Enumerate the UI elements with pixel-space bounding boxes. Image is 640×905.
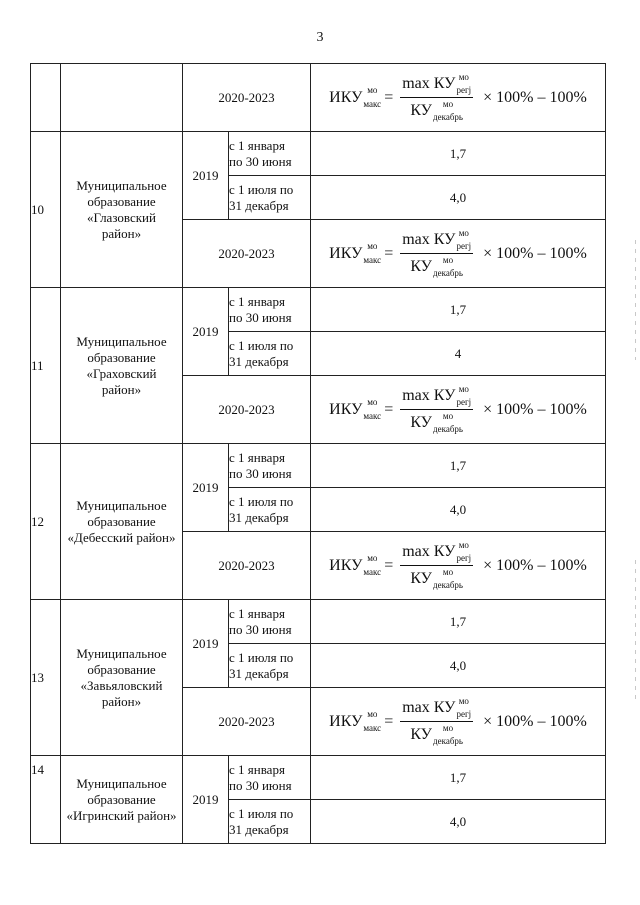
- row-number: 11: [31, 288, 61, 444]
- municipality-line: «Дебесский район»: [67, 529, 176, 545]
- municipality-line: Муниципальное: [76, 177, 167, 193]
- period-line: с 1 июля по: [229, 337, 294, 353]
- municipality-cell: [61, 132, 183, 288]
- formula-denominator: [408, 410, 465, 434]
- formula-lhs-sub: макс: [363, 99, 382, 109]
- municipality-cell: [61, 756, 183, 844]
- row-number: 13: [31, 600, 61, 756]
- formula-den-sub: декабрь: [433, 580, 464, 590]
- period-cell: [229, 288, 311, 332]
- formula-lhs-main: ИКУ: [329, 556, 363, 574]
- municipality-line: образование: [87, 513, 156, 529]
- formula-den-main: КУ: [410, 726, 433, 743]
- formula-fraction: [400, 697, 473, 746]
- formula-cell: [311, 532, 606, 600]
- period-cell: [229, 600, 311, 644]
- municipality-line: образование: [87, 349, 156, 365]
- formula-equals: =: [384, 712, 394, 730]
- municipality-line: Муниципальное: [76, 645, 167, 661]
- formula-lhs: [329, 86, 381, 109]
- formula-num-sub: регj: [456, 397, 472, 407]
- formula: [329, 697, 587, 746]
- formula-tail: × 100% – 100%: [483, 556, 587, 574]
- formula-fraction: [400, 73, 473, 122]
- municipality-line: район»: [101, 381, 142, 397]
- period-line: с 1 июля по: [229, 493, 294, 509]
- period-line: 31 декабря: [229, 197, 289, 213]
- formula-den-sup: мо: [442, 411, 454, 421]
- period-line: с 1 июля по: [229, 649, 294, 665]
- formula-den-sup: мо: [442, 255, 454, 265]
- period-line: 31 декабря: [229, 509, 289, 525]
- page-number: 3: [316, 30, 324, 45]
- period-line: 31 декабря: [229, 821, 289, 837]
- formula-lhs: [329, 242, 381, 265]
- margin-scan-mark: [635, 560, 636, 700]
- value-cell: 1,7: [311, 600, 606, 644]
- period-cell: [229, 488, 311, 532]
- formula-num-sub: регj: [456, 709, 472, 719]
- formula-num-sub: регj: [456, 85, 472, 95]
- formula-equals: =: [384, 88, 394, 106]
- formula-num-sup: мо: [458, 540, 469, 550]
- municipality-line: Муниципальное: [76, 333, 167, 349]
- formula-num-sup: мо: [458, 696, 469, 706]
- formula-denominator: [408, 254, 465, 278]
- formula-lhs-sub: макс: [363, 567, 382, 577]
- formula-num-sup: мо: [458, 384, 469, 394]
- formula-num-main: max КУ: [402, 231, 456, 248]
- formula-equals: =: [384, 244, 394, 262]
- formula-lhs-sup: мо: [367, 553, 378, 563]
- value-cell: 4: [311, 332, 606, 376]
- formula-lhs-sub: макс: [363, 255, 382, 265]
- formula-numerator: [400, 385, 473, 410]
- row-number-cell: [31, 64, 61, 132]
- formula-lhs-sub: макс: [363, 411, 382, 421]
- table-row: [31, 600, 606, 644]
- municipality-line: «Граховский: [86, 365, 157, 381]
- formula-den-sup: мо: [442, 567, 454, 577]
- formula-fraction: [400, 541, 473, 590]
- formula-lhs-main: ИКУ: [329, 244, 363, 262]
- municipality-line: район»: [101, 225, 142, 241]
- formula-num-main: max КУ: [402, 387, 456, 404]
- formula-num-sub: регj: [456, 241, 472, 251]
- municipality-cell: [61, 444, 183, 600]
- year-cell: 2019: [183, 756, 229, 844]
- years-cell: 2020-2023: [183, 376, 311, 444]
- value-cell: 1,7: [311, 132, 606, 176]
- margin-scan-mark: [635, 240, 636, 360]
- formula-lhs-main: ИКУ: [329, 88, 363, 106]
- value-cell: 4,0: [311, 800, 606, 844]
- period-line: с 1 января: [229, 761, 285, 777]
- municipality-line: образование: [87, 193, 156, 209]
- years-cell: 2020-2023: [183, 220, 311, 288]
- period-cell: [229, 444, 311, 488]
- value-cell: 4,0: [311, 488, 606, 532]
- municipality-line: Муниципальное: [76, 497, 167, 513]
- municipality-line: «Глазовский: [87, 209, 156, 225]
- formula: [329, 73, 587, 122]
- table-row: [31, 288, 606, 332]
- formula-numerator: [400, 229, 473, 254]
- municipality-line: район»: [101, 693, 142, 709]
- year-cell: 2019: [183, 600, 229, 688]
- municipality-line: «Игринский район»: [66, 807, 177, 823]
- period-line: по 30 июня: [229, 153, 292, 169]
- municipality-line: «Завьяловский: [80, 677, 163, 693]
- formula-lhs-main: ИКУ: [329, 400, 363, 418]
- value-cell: 4,0: [311, 644, 606, 688]
- formula-den-main: КУ: [410, 414, 433, 431]
- formula-den-main: КУ: [410, 258, 433, 275]
- formula-lhs: [329, 710, 381, 733]
- formula-lhs-sup: мо: [367, 397, 378, 407]
- formula-fraction: [400, 229, 473, 278]
- period-line: с 1 января: [229, 137, 285, 153]
- period-cell: [229, 644, 311, 688]
- period-cell: [229, 756, 311, 800]
- year-cell: 2019: [183, 444, 229, 532]
- formula-num-main: max КУ: [402, 699, 456, 716]
- period-line: с 1 июля по: [229, 181, 294, 197]
- formula-numerator: [400, 73, 473, 98]
- formula-numerator: [400, 541, 473, 566]
- municipality-cell: [61, 64, 183, 132]
- period-cell: [229, 332, 311, 376]
- tariff-table-body: [31, 64, 606, 844]
- formula: [329, 385, 587, 434]
- years-cell: 2020-2023: [183, 532, 311, 600]
- formula-numerator: [400, 697, 473, 722]
- formula: [329, 541, 587, 590]
- year-cell: 2019: [183, 132, 229, 220]
- period-line: по 30 июня: [229, 621, 292, 637]
- formula-den-sub: декабрь: [433, 268, 464, 278]
- period-line: по 30 июня: [229, 777, 292, 793]
- value-cell: 4,0: [311, 176, 606, 220]
- formula-lhs-sub: макс: [363, 723, 382, 733]
- years-cell: 2020-2023: [183, 688, 311, 756]
- municipality-cell: [61, 600, 183, 756]
- municipality-line: образование: [87, 661, 156, 677]
- formula-den-sup: мо: [442, 99, 454, 109]
- formula-den-sub: декабрь: [433, 112, 464, 122]
- value-cell: 1,7: [311, 756, 606, 800]
- formula-lhs: [329, 554, 381, 577]
- value-cell: 1,7: [311, 444, 606, 488]
- formula-equals: =: [384, 556, 394, 574]
- year-cell: 2019: [183, 288, 229, 376]
- formula-den-sup: мо: [442, 723, 454, 733]
- formula-cell: [311, 688, 606, 756]
- formula-tail: × 100% – 100%: [483, 244, 587, 262]
- row-number: 10: [31, 132, 61, 288]
- row-number: 12: [31, 444, 61, 600]
- period-cell: [229, 132, 311, 176]
- formula-num-main: max КУ: [402, 543, 456, 560]
- table-row: [31, 132, 606, 176]
- formula-equals: =: [384, 400, 394, 418]
- formula-num-sub: регj: [456, 553, 472, 563]
- formula-tail: × 100% – 100%: [483, 88, 587, 106]
- period-line: с 1 января: [229, 605, 285, 621]
- value-cell: 1,7: [311, 288, 606, 332]
- period-cell: [229, 800, 311, 844]
- table-row: [31, 756, 606, 800]
- formula-den-main: КУ: [410, 570, 433, 587]
- formula-cell: [311, 64, 606, 132]
- period-line: 31 декабря: [229, 353, 289, 369]
- period-line: по 30 июня: [229, 465, 292, 481]
- formula-tail: × 100% – 100%: [483, 712, 587, 730]
- formula-denominator: [408, 722, 465, 746]
- period-cell: [229, 176, 311, 220]
- formula-lhs: [329, 398, 381, 421]
- formula: [329, 229, 587, 278]
- period-line: с 1 января: [229, 449, 285, 465]
- formula-num-sup: мо: [458, 228, 469, 238]
- table-row: [31, 64, 606, 132]
- formula-tail: × 100% – 100%: [483, 400, 587, 418]
- formula-lhs-main: ИКУ: [329, 712, 363, 730]
- period-line: с 1 июля по: [229, 805, 294, 821]
- formula-denominator: [408, 566, 465, 590]
- formula-num-main: max КУ: [402, 75, 456, 92]
- municipality-cell: [61, 288, 183, 444]
- row-number: 14: [31, 756, 61, 844]
- municipality-line: образование: [87, 791, 156, 807]
- formula-den-main: КУ: [410, 102, 433, 119]
- formula-lhs-sup: мо: [367, 85, 378, 95]
- tariff-table: [30, 63, 606, 844]
- formula-cell: [311, 376, 606, 444]
- formula-lhs-sup: мо: [367, 241, 378, 251]
- period-line: 31 декабря: [229, 665, 289, 681]
- period-line: с 1 января: [229, 293, 285, 309]
- formula-den-sub: декабрь: [433, 736, 464, 746]
- formula-cell: [311, 220, 606, 288]
- formula-fraction: [400, 385, 473, 434]
- formula-lhs-sup: мо: [367, 709, 378, 719]
- formula-den-sub: декабрь: [433, 424, 464, 434]
- formula-denominator: [408, 98, 465, 122]
- years-cell: 2020-2023: [183, 64, 311, 132]
- period-line: по 30 июня: [229, 309, 292, 325]
- formula-num-sup: мо: [458, 72, 469, 82]
- municipality-line: Муниципальное: [76, 775, 167, 791]
- table-row: [31, 444, 606, 488]
